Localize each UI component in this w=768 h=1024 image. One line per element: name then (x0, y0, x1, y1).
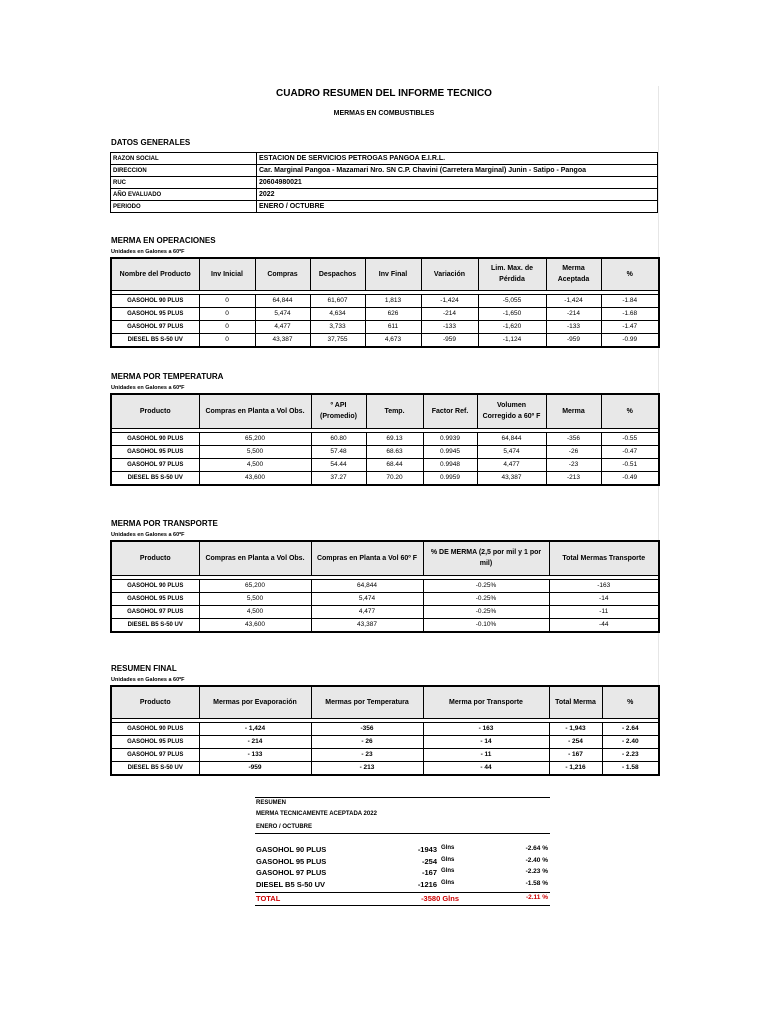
table-cell: -959 (421, 333, 478, 347)
column-header: Volumen Corregido a 60º F (477, 394, 546, 428)
table-cell: 4,634 (310, 307, 365, 320)
report-subtitle: MERMAS EN COMBUSTIBLES (333, 110, 435, 117)
datos-generales-table (110, 152, 658, 213)
table-cell: 0 (199, 307, 255, 320)
table-cell: - 167 (549, 748, 602, 761)
total-gallons: -3580 Glns (421, 894, 459, 903)
table-cell: -5,055 (478, 294, 546, 307)
transporte-unit: Unidades en Galones a 60ºF (111, 532, 185, 538)
table-row (111, 735, 659, 748)
product-name: GASOHOL 97 PLUS (256, 868, 327, 877)
header-row (111, 686, 659, 718)
column-header: Producto (111, 394, 199, 428)
table-cell: -1.84 (601, 294, 659, 307)
datos-generales-heading: DATOS GENERALES (111, 138, 191, 147)
table-row (111, 618, 659, 632)
column-header: % (601, 394, 659, 428)
operaciones-table (110, 257, 660, 348)
product-cell: GASOHOL 90 PLUS (111, 294, 199, 307)
table-cell: - 11 (423, 748, 549, 761)
column-header: Temp. (366, 394, 423, 428)
column-header: Merma (546, 394, 601, 428)
table-cell: 64,844 (477, 432, 546, 445)
percent-value: -2.23 % (525, 868, 548, 875)
column-header: º API (Promedio) (311, 394, 366, 428)
table-cell: 54.44 (311, 458, 366, 471)
column-header: Compras en Planta a Vol Obs. (199, 541, 311, 575)
table-cell: -0.49 (601, 471, 659, 485)
table-cell: 4,500 (199, 458, 311, 471)
column-header: % (602, 686, 659, 718)
table-cell: - 1,424 (199, 722, 311, 735)
resumen-final-table (110, 685, 660, 776)
field-label: AÑO EVALUADO (111, 189, 257, 201)
table-cell: 4,500 (199, 605, 311, 618)
table-row (111, 189, 658, 201)
field-value: 20604980021 (257, 177, 658, 189)
table-cell: 0.9939 (423, 432, 477, 445)
column-header: Compras en Planta a Vol Obs. (199, 394, 311, 428)
column-header: Inv Inicial (199, 258, 255, 290)
table-cell: -0.25% (423, 605, 549, 618)
field-label: DIRECCION (111, 165, 257, 177)
table-cell: 61,607 (310, 294, 365, 307)
table-cell: 0 (199, 320, 255, 333)
table-cell: -0.47 (601, 445, 659, 458)
table-cell: 64,844 (311, 579, 423, 592)
table-cell: 4,477 (255, 320, 310, 333)
table-row (111, 201, 658, 213)
table-row (111, 294, 659, 307)
table-cell: - 2.23 (602, 748, 659, 761)
summary-row (255, 868, 550, 879)
table-cell: - 214 (199, 735, 311, 748)
table-cell: 43,387 (477, 471, 546, 485)
table-cell: 4,673 (365, 333, 421, 347)
table-cell: -959 (546, 333, 601, 347)
table-cell: 43,600 (199, 618, 311, 632)
table-row (111, 333, 659, 347)
temperatura-heading: MERMA POR TEMPERATURA (111, 372, 224, 381)
summary-row (255, 845, 550, 856)
product-name: DIESEL B5 S-50 UV (256, 880, 326, 889)
table-row (111, 165, 658, 177)
unit-label: Glns (441, 880, 455, 886)
report-title: CUADRO RESUMEN DEL INFORME TECNICO (276, 88, 492, 99)
product-cell: GASOHOL 90 PLUS (111, 432, 199, 445)
summary-label: ENERO / OCTUBRE (256, 824, 313, 830)
table-cell: -163 (549, 579, 659, 592)
table-cell: 0.9959 (423, 471, 477, 485)
table-cell: 4,477 (311, 605, 423, 618)
gallons-value: -167 (421, 868, 437, 877)
header-row (111, 541, 659, 575)
summary-row (255, 880, 550, 891)
table-cell: -133 (546, 320, 601, 333)
table-cell: - 254 (549, 735, 602, 748)
total-row (255, 894, 550, 905)
product-name: GASOHOL 95 PLUS (256, 857, 327, 866)
gallons-value: -254 (421, 857, 437, 866)
table-cell: 1,813 (365, 294, 421, 307)
percent-value: -2.40 % (525, 857, 548, 864)
table-cell: -1.68 (601, 307, 659, 320)
column-header: Producto (111, 541, 199, 575)
summary-label: RESUMEN (256, 800, 287, 806)
temperatura-unit: Unidades en Galones a 60ºF (111, 385, 185, 391)
column-header: Total Merma (549, 686, 602, 718)
table-cell: 64,844 (255, 294, 310, 307)
table-cell: -213 (546, 471, 601, 485)
header-row (111, 394, 659, 428)
table-row (111, 432, 659, 445)
divider (255, 797, 550, 798)
table-cell: -1,424 (546, 294, 601, 307)
table-cell: - 133 (199, 748, 311, 761)
table-cell: 65,200 (199, 432, 311, 445)
product-cell: DIESEL B5 S-50 UV (111, 618, 199, 632)
table-cell: -356 (311, 722, 423, 735)
table-cell: - 1.58 (602, 761, 659, 775)
product-cell: GASOHOL 95 PLUS (111, 307, 199, 320)
table-cell: -133 (421, 320, 478, 333)
table-cell: 0 (199, 333, 255, 347)
column-header: Variación (421, 258, 478, 290)
table-cell: 65,200 (199, 579, 311, 592)
field-value: Car. Marginal Pangoa - Mazamari Nro. SN C.P. Chavini (Carretera Marginal) Junin - Satipo - Pangoa (257, 165, 658, 177)
table-cell: - 14 (423, 735, 549, 748)
table-cell: 3,733 (310, 320, 365, 333)
table-cell: 611 (365, 320, 421, 333)
table-row (111, 748, 659, 761)
table-cell: 0 (199, 294, 255, 307)
table-row (111, 153, 658, 165)
operaciones-heading: MERMA EN OPERACIONES (111, 236, 216, 245)
table-cell: -23 (546, 458, 601, 471)
product-name: GASOHOL 90 PLUS (256, 845, 327, 854)
table-cell: - 26 (311, 735, 423, 748)
table-cell: -356 (546, 432, 601, 445)
table-cell: - 213 (311, 761, 423, 775)
header-row (111, 258, 659, 290)
table-cell: -0.55 (601, 432, 659, 445)
product-cell: GASOHOL 95 PLUS (111, 735, 199, 748)
product-cell: GASOHOL 97 PLUS (111, 605, 199, 618)
table-cell: 5,500 (199, 445, 311, 458)
table-cell: 37,755 (310, 333, 365, 347)
table-row (111, 471, 659, 485)
field-value: 2022 (257, 189, 658, 201)
column-header: Despachos (310, 258, 365, 290)
transporte-heading: MERMA POR TRANSPORTE (111, 519, 218, 528)
field-label: RUC (111, 177, 257, 189)
table-cell: 0.9948 (423, 458, 477, 471)
table-cell: 0.9945 (423, 445, 477, 458)
table-cell: - 44 (423, 761, 549, 775)
table-cell: 5,500 (199, 592, 311, 605)
table-cell: - 163 (423, 722, 549, 735)
field-label: RAZON SOCIAL (111, 153, 257, 165)
column-header: Compras en Planta a Vol 60º F (311, 541, 423, 575)
table-cell: 70.20 (366, 471, 423, 485)
column-header: Producto (111, 686, 199, 718)
table-cell: -1,124 (478, 333, 546, 347)
total-label: TOTAL (256, 894, 281, 903)
table-row (111, 592, 659, 605)
table-row (111, 177, 658, 189)
table-cell: -0.25% (423, 579, 549, 592)
unit-label: Glns (441, 845, 455, 851)
table-cell: -26 (546, 445, 601, 458)
percent-value: -1.58 % (525, 880, 548, 887)
table-cell: -1,620 (478, 320, 546, 333)
product-cell: GASOHOL 97 PLUS (111, 320, 199, 333)
field-value: ESTACION DE SERVICIOS PETROGAS PANGOA E.I.R.L. (257, 153, 658, 165)
product-cell: GASOHOL 95 PLUS (111, 445, 199, 458)
table-cell: -0.51 (601, 458, 659, 471)
table-row (111, 761, 659, 775)
table-cell: 43,387 (311, 618, 423, 632)
table-cell: 43,387 (255, 333, 310, 347)
table-cell: -0.99 (601, 333, 659, 347)
summary-row (255, 857, 550, 868)
table-cell: 37.27 (311, 471, 366, 485)
table-cell: 5,474 (311, 592, 423, 605)
table-cell: - 23 (311, 748, 423, 761)
table-row (111, 320, 659, 333)
table-cell: 68.44 (366, 458, 423, 471)
product-cell: GASOHOL 97 PLUS (111, 748, 199, 761)
column-header: Factor Ref. (423, 394, 477, 428)
table-cell: - 2.40 (602, 735, 659, 748)
table-cell: 68.63 (366, 445, 423, 458)
table-cell: -14 (549, 592, 659, 605)
table-cell: -959 (199, 761, 311, 775)
table-row (111, 458, 659, 471)
table-cell: 69.13 (366, 432, 423, 445)
table-cell: - 1,943 (549, 722, 602, 735)
column-header: Total Mermas Transporte (549, 541, 659, 575)
table-cell: -44 (549, 618, 659, 632)
table-cell: -11 (549, 605, 659, 618)
table-row (111, 722, 659, 735)
table-cell: 5,474 (477, 445, 546, 458)
transporte-table (110, 540, 660, 633)
table-row (111, 307, 659, 320)
gallons-value: -1216 (417, 880, 437, 889)
table-cell: 626 (365, 307, 421, 320)
product-cell: GASOHOL 97 PLUS (111, 458, 199, 471)
divider (255, 905, 550, 906)
column-header: Mermas por Evaporación (199, 686, 311, 718)
column-header: % DE MERMA (2,5 por mil y 1 por mil) (423, 541, 549, 575)
column-header: Lim. Max. de Pérdida (478, 258, 546, 290)
table-cell: -0.10% (423, 618, 549, 632)
column-header: Compras (255, 258, 310, 290)
table-cell: -1,650 (478, 307, 546, 320)
resumen-final-unit: Unidades en Galones a 60ºF (111, 677, 185, 683)
product-cell: GASOHOL 95 PLUS (111, 592, 199, 605)
operaciones-unit: Unidades en Galones a 60ºF (111, 249, 185, 255)
table-cell: -1.47 (601, 320, 659, 333)
table-cell: 57.48 (311, 445, 366, 458)
unit-label: Glns (441, 868, 455, 874)
percent-value: -2.64 % (525, 845, 548, 852)
table-cell: 4,477 (477, 458, 546, 471)
unit-label: Glns (441, 857, 455, 863)
table-row (111, 605, 659, 618)
table-cell: 5,474 (255, 307, 310, 320)
gallons-value: -1943 (417, 845, 437, 854)
table-cell: 43,600 (199, 471, 311, 485)
resumen-final-heading: RESUMEN FINAL (111, 664, 177, 673)
column-header: Inv Final (365, 258, 421, 290)
table-cell: -1,424 (421, 294, 478, 307)
table-cell: -0.25% (423, 592, 549, 605)
temperatura-table (110, 393, 660, 486)
divider (255, 833, 550, 834)
table-cell: - 2.64 (602, 722, 659, 735)
column-header: Merma Aceptada (546, 258, 601, 290)
column-header: Merma por Transporte (423, 686, 549, 718)
field-label: PERIODO (111, 201, 257, 213)
column-header: % (601, 258, 659, 290)
table-cell: -214 (546, 307, 601, 320)
column-header: Nombre del Producto (111, 258, 199, 290)
table-cell: - 1,216 (549, 761, 602, 775)
product-cell: DIESEL B5 S-50 UV (111, 471, 199, 485)
divider (255, 892, 550, 893)
field-value: ENERO / OCTUBRE (257, 201, 658, 213)
summary-label: MERMA TECNICAMENTE ACEPTADA 2022 (256, 811, 377, 817)
product-cell: DIESEL B5 S-50 UV (111, 333, 199, 347)
total-percent: -2.11 % (525, 894, 548, 901)
table-row (111, 579, 659, 592)
column-header: Mermas por Temperatura (311, 686, 423, 718)
table-row (111, 445, 659, 458)
table-cell: 60.80 (311, 432, 366, 445)
product-cell: GASOHOL 90 PLUS (111, 722, 199, 735)
product-cell: DIESEL B5 S-50 UV (111, 761, 199, 775)
table-cell: -214 (421, 307, 478, 320)
product-cell: GASOHOL 90 PLUS (111, 579, 199, 592)
